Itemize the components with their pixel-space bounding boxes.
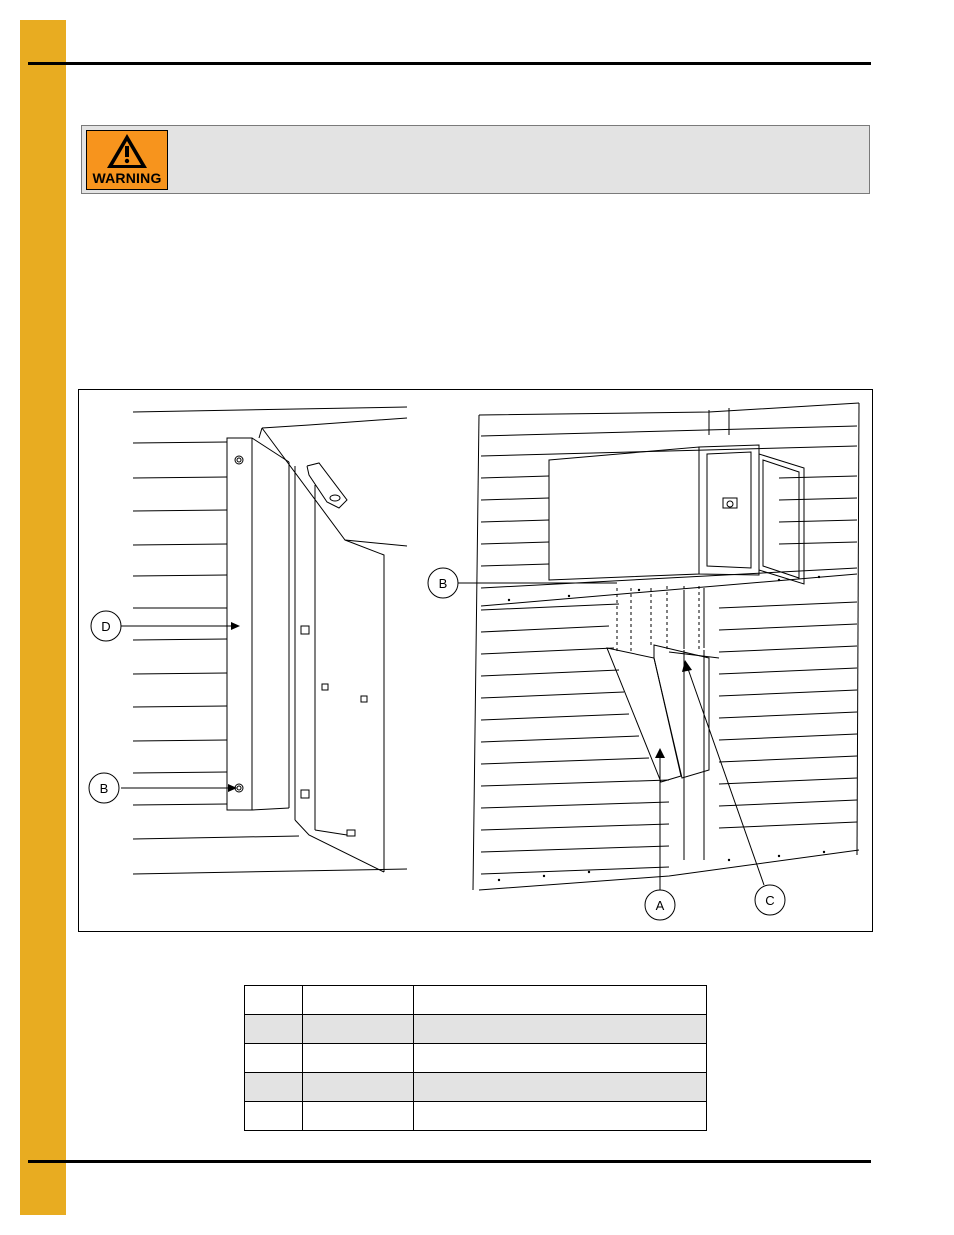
table-cell <box>303 1044 414 1073</box>
callout-a-label: A <box>655 898 665 913</box>
table-cell <box>303 1015 414 1044</box>
footer-rule <box>28 1160 871 1163</box>
callout-d-label: D <box>101 619 111 634</box>
table-cell <box>245 1015 303 1044</box>
table-cell <box>414 1073 707 1102</box>
warning-sign <box>86 130 168 190</box>
table-header-cell <box>303 986 414 1015</box>
header-rule <box>28 62 871 65</box>
table-row <box>245 1102 707 1131</box>
warning-triangle-icon <box>87 131 167 171</box>
table-row <box>245 1015 707 1044</box>
table-cell <box>303 1073 414 1102</box>
table-cell <box>245 1073 303 1102</box>
table-cell <box>245 1044 303 1073</box>
table-cell <box>245 1102 303 1131</box>
yellow-side-bar <box>20 20 66 1215</box>
table-row <box>245 1044 707 1073</box>
table-cell <box>414 1044 707 1073</box>
parts-table <box>244 985 707 1131</box>
table-cell <box>414 1102 707 1131</box>
installation-drawing <box>79 390 872 931</box>
table-header-row <box>245 986 707 1015</box>
table-cell <box>414 1015 707 1044</box>
table-header-cell <box>414 986 707 1015</box>
warning-sign-label: WARNING <box>92 170 162 186</box>
installation-figure <box>78 389 873 932</box>
table-row <box>245 1073 707 1102</box>
warning-box <box>81 125 870 194</box>
table-cell <box>303 1102 414 1131</box>
callout-b-right-label: B <box>438 576 448 591</box>
callout-b-left-label: B <box>99 781 109 796</box>
callout-c-label: C <box>765 893 775 908</box>
table-header-cell <box>245 986 303 1015</box>
